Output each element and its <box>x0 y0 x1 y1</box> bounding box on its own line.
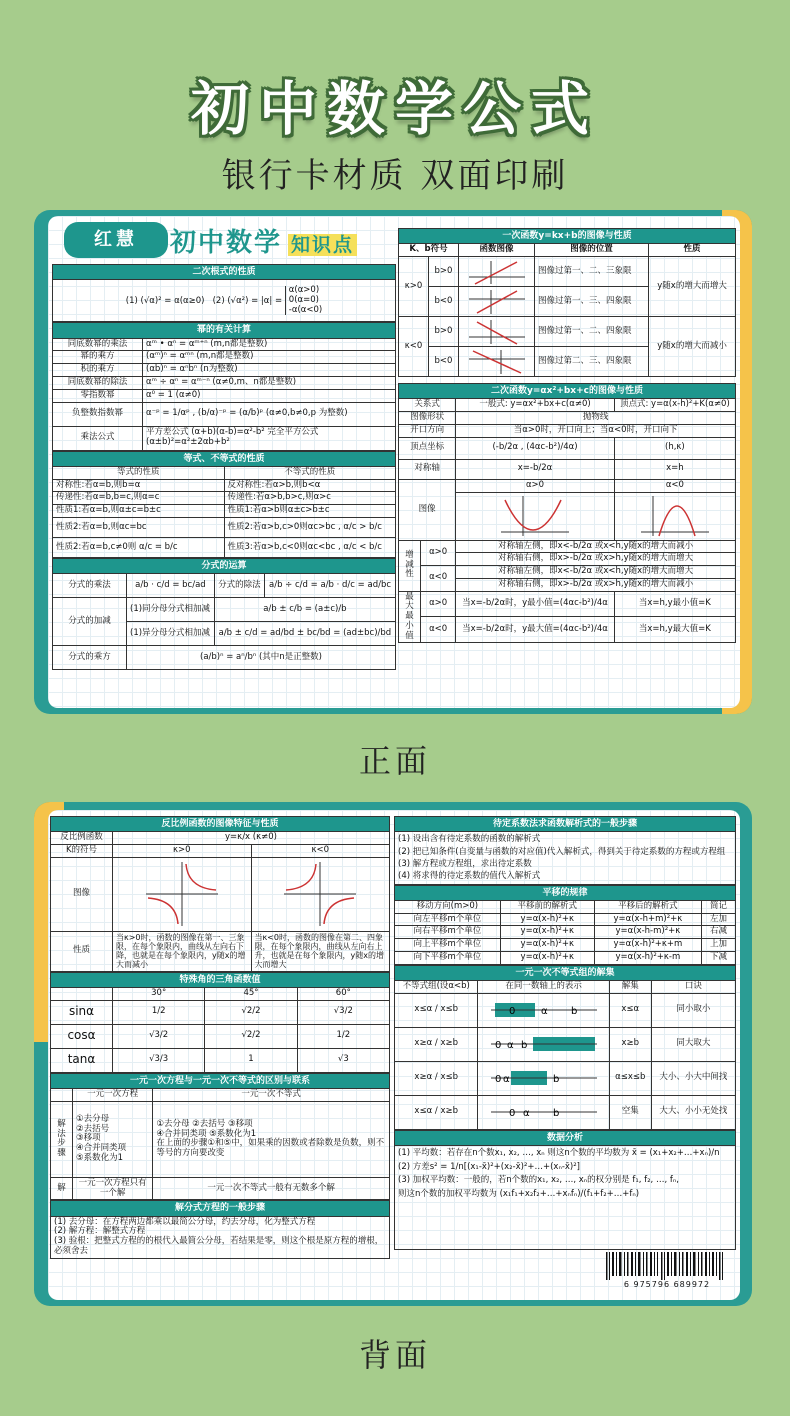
frac-same-label: (1)同分母分式相加减 <box>127 598 215 622</box>
inverse-r2-label: K的符号 <box>51 845 113 858</box>
brand-logo: 红慧 <box>64 222 168 258</box>
ineq-eq: 性质1:若α=b,则α±c=b±c <box>53 505 225 518</box>
ineq-eq: 性质2:若α=b,c≠0则 α/c = b/c <box>53 537 225 557</box>
ineq-neq: 反对称性:若α>b,则b<α <box>224 479 396 492</box>
parabola-down-icon <box>637 494 713 538</box>
quad-open-label: 开口方向 <box>399 424 456 437</box>
radical-case-3: -α(α<0) <box>288 304 323 315</box>
shift-head: 移动方向(m>0) <box>395 900 501 913</box>
shift-before: y=α(x-h)²+κ <box>500 926 594 939</box>
linear-pos: 图像过第一、三、四象限 <box>535 287 649 317</box>
ineqsys-head: 解集 <box>609 981 651 994</box>
eqineq-sol-label: 解 <box>51 1177 73 1200</box>
back-left-column <box>50 816 390 1259</box>
shift-dir: 向右平移m个单位 <box>395 926 501 939</box>
shift-dir: 向上平移m个单位 <box>395 939 501 952</box>
quad-axis-1: x=-b/2α <box>456 459 614 479</box>
power-name: 乘法公式 <box>53 426 143 450</box>
barcode-icon <box>604 1252 730 1280</box>
quad-ext-label: 最大最小值 <box>399 591 421 643</box>
back-panel <box>48 810 740 1300</box>
svg-text:0: 0 <box>494 1074 501 1086</box>
undet-step: (3) 解方程或方程组，求出待定系数 <box>398 858 532 869</box>
power-rule: α⁰ = 1 (α≠0) <box>143 389 396 402</box>
ineqsys-system: x≥α / x≤b <box>395 1061 478 1095</box>
quad-ext: 当x=h,y最大值=K <box>614 617 735 643</box>
linear-pos: 图像过第一、二、三象限 <box>535 257 649 287</box>
angle-30: 30° <box>113 987 205 1000</box>
number-line-icon <box>489 1031 599 1057</box>
svg-text:α: α <box>502 1074 510 1086</box>
power-rule: 平方差公式 (α+b)(α-b)=α²-b² 完全平方公式 (α±b)²=α²±2αb+b² <box>143 426 396 450</box>
inverse-prop-1: 当κ>0时，函数的图像在第一、三象限，在每个象限内，曲线从左向右下降，也就是在每个象限内，y随x的增大而减小 <box>113 931 252 971</box>
fraceq-step: (1) 去分母：在方程两边都乘以最简公分母，约去分母，化为整式方程 <box>54 1216 316 1227</box>
undet-step: (4) 将求得的待定系数的值代入解析式 <box>398 871 541 882</box>
trig-val: √3 <box>297 1048 389 1072</box>
quad-open: 当α>0时，开口向上；当α<0时，开口向下 <box>456 424 736 437</box>
nl-a: α <box>540 1006 548 1018</box>
radical-title: 二次根式的性质 <box>53 265 396 280</box>
quad-mono: 对称轴右侧，即x>-b/2α 或x>h,y随x的增大而减小 <box>456 578 736 591</box>
quad-vertex-2: (h,κ) <box>614 437 735 459</box>
angle-45: 45° <box>205 987 297 1000</box>
barcode <box>604 1252 730 1290</box>
ineq-title: 等式、不等式的性质 <box>53 451 396 466</box>
front-right-column <box>398 228 736 643</box>
quad-axis-label: 对称轴 <box>399 459 456 479</box>
number-line-icon <box>489 1099 599 1125</box>
frac-add-label: 分式的加减 <box>53 598 127 646</box>
frac-mul-label: 分式的乘法 <box>53 574 127 598</box>
nl-zero: 0 <box>508 1006 515 1018</box>
ineq-neq: 性质3:若α>b,c<0则αc<bc , α/c < b/c <box>224 537 396 557</box>
shift-memo: 上加 <box>702 939 736 952</box>
power-name: 积的乘方 <box>53 364 143 377</box>
svg-text:b: b <box>520 1040 527 1052</box>
line-graph-icon <box>465 259 529 285</box>
ineqsys-memo: 大小、小大中间找 <box>651 1061 735 1095</box>
trig-val: √2/2 <box>205 1024 297 1048</box>
ineq-neq: 性质2:若α>b,c>0则αc>bc , α/c > b/c <box>224 517 396 537</box>
frac-pow-label: 分式的乘方 <box>53 646 127 670</box>
inverse-r4-label: 性质 <box>51 931 113 971</box>
power-rule: αᵐ ÷ αⁿ = αᵐ⁻ⁿ (α≠0,m、n都是整数) <box>143 376 396 389</box>
inverse-formula: y=κ/x (κ≠0) <box>113 832 390 845</box>
linear-head: 图像的位置 <box>535 244 649 257</box>
k-positive: κ>0 <box>113 845 252 858</box>
trig-val: 1/2 <box>113 1000 205 1024</box>
frac-table <box>52 558 396 670</box>
line-graph-icon <box>465 349 529 375</box>
quad-mono: 对称轴右侧，即x>-b/2α 或x>h,y随x的增大而增大 <box>456 553 736 566</box>
ineqsys-sol: x≥b <box>609 1027 651 1061</box>
a-negative: α<0 <box>421 566 456 592</box>
ineq-eq: 性质2:若α=b,则αc=bc <box>53 517 225 537</box>
ineqsys-memo: 同小取小 <box>651 993 735 1027</box>
power-rule: αᵐ • αⁿ = αᵐ⁺ⁿ (m,n都是整数) <box>143 338 396 351</box>
heading-sub: 知识点 <box>288 234 357 256</box>
quad-vertex-1: (-b/2α , (4αc-b²)/4α) <box>456 437 614 459</box>
back-right-column <box>394 816 736 1250</box>
ineqsys-title: 一元一次不等式组的解集 <box>395 965 736 980</box>
eqineq-table <box>50 1073 390 1201</box>
fraceq-step: (3) 验根：把整式方程的的根代入最简公分母，若结果是零，则这个根是原方程的增根，必须舍去 <box>54 1236 384 1257</box>
shift-before: y=α(x-h)²+κ <box>500 913 594 926</box>
b-negative: b<0 <box>429 287 459 317</box>
frac-pow: (a/b)ⁿ = aⁿ/bⁿ (其中n是正整数) <box>127 646 396 670</box>
linear-pos: 图像过第一、二、四象限 <box>535 317 649 347</box>
ineqsys-sol: x≤α <box>609 993 651 1027</box>
power-rule: (αb)ⁿ = αⁿbⁿ (n为整数) <box>143 364 396 377</box>
number-line-icon <box>489 997 599 1023</box>
svg-text:α: α <box>506 1040 514 1052</box>
shift-head: 平移后的解析式 <box>594 900 701 913</box>
ineqsys-table <box>394 965 736 1130</box>
ineqsys-memo: 大大、小小无处找 <box>651 1095 735 1129</box>
power-title: 幂的有关计算 <box>53 323 396 338</box>
front-card <box>34 210 752 714</box>
a-positive: α>0 <box>421 591 456 617</box>
power-rule: α⁻ᵖ = 1/αᵖ , (b/α)⁻ᵖ = (α/b)ᵖ (α≠0,b≠0,p 为整数) <box>143 402 396 426</box>
undet-title: 待定系数法求函数解析式的一般步骤 <box>395 817 736 832</box>
k-negative: κ<0 <box>251 845 390 858</box>
eqineq-sol-ineq: 一元一次不等式一般有无数多个解 <box>153 1177 390 1200</box>
stats-item: (3) 加权平均数：一般的，若n个数的x₁, x₂, …, xₙ的权分别是 f₁, f₂, …, fₙ, <box>398 1175 679 1186</box>
quad-ext: 当x=h,y最小值=K <box>614 591 735 617</box>
inverse-r1-label: 反比例函数 <box>51 832 113 845</box>
power-name: 同底数幂的乘法 <box>53 338 143 351</box>
linear-head: 函数图像 <box>459 244 535 257</box>
frac-same: a/b ± c/b = (a±c)/b <box>214 598 395 622</box>
svg-text:b: b <box>552 1108 559 1120</box>
shift-dir: 向左平移m个单位 <box>395 913 501 926</box>
power-name: 零指数幂 <box>53 389 143 402</box>
ineqsys-head: 不等式组(设α<b) <box>395 981 478 994</box>
undet-table <box>394 816 736 885</box>
quad-vertex-label: 顶点坐标 <box>399 437 456 459</box>
svg-text:0: 0 <box>508 1108 515 1120</box>
b-negative: b<0 <box>429 347 459 377</box>
trig-fn: sinα <box>51 1000 113 1024</box>
trig-val: 1 <box>205 1048 297 1072</box>
linear-prop-inc: y随x的增大而增大 <box>649 257 736 317</box>
frac-div-label: 分式的除法 <box>214 574 264 598</box>
frac-diff-label: (1)异分母分式相加减 <box>127 622 215 646</box>
ineqsys-system: x≥α / x≥b <box>395 1027 478 1061</box>
k-negative: κ<0 <box>399 317 429 377</box>
linear-head: K、b符号 <box>399 244 459 257</box>
stats-item: (1) 平均数：若存在n个数x₁, x₂, …, xₙ 则这n个数的平均数为 x̄ = (x₁+x₂+…+xₙ)/n <box>398 1148 720 1159</box>
shift-after: y=α(x-h-m)²+κ <box>594 926 701 939</box>
eqineq-title: 一元一次方程与一元一次不等式的区别与联系 <box>51 1073 390 1088</box>
shift-after: y=α(x-h)²+κ+m <box>594 939 701 952</box>
shift-table <box>394 885 736 965</box>
radical-f2: (2) (√α²) = |α| = <box>212 296 283 307</box>
power-table <box>52 322 396 450</box>
quad-ext: 当x=-b/2α时，y最小值=(4αc-b²)/4α <box>456 591 614 617</box>
shift-dir: 向下平移m个单位 <box>395 952 501 965</box>
barcode-number: 6 975796 689972 <box>623 1280 711 1289</box>
hyperbola-positive-icon <box>142 860 222 928</box>
radical-table <box>52 264 396 322</box>
stats-item: 则这n个数的加权平均数为 (x₁f₁+x₂f₂+…+xₙfₙ)/(f₁+f₂+…+fₙ) <box>398 1189 640 1199</box>
stats-table <box>394 1130 736 1250</box>
eqineq-steps-eq: ①去分母 ②去括号 ③移项 ④合并同类项 ⑤系数化为1 <box>73 1101 153 1177</box>
ineqsys-sol: 空集 <box>609 1095 651 1129</box>
nl-b: b <box>570 1006 577 1018</box>
trig-val: √2/2 <box>205 1000 297 1024</box>
inverse-table <box>50 816 390 972</box>
front-left-column <box>52 216 396 708</box>
eqineq-steps-ineq: ①去分母 ②去括号 ③移项 ④合并同类项 ⑤系数化为1 在上面的步骤①和⑤中，如果乘的因数或者除数是负数，则不等号的方向要改变 <box>153 1101 390 1177</box>
inverse-prop-2: 当κ<0时，函数的图像在第二、四象限，在每个象限内，曲线从左向右上升，也就是在每个象限内，y随x的增大而增大 <box>251 931 390 971</box>
shift-memo: 右减 <box>702 926 736 939</box>
inverse-r3-label: 图像 <box>51 857 113 931</box>
shift-title: 平移的规律 <box>395 885 736 900</box>
undet-step: (1) 设出含有待定系数的函数的解析式 <box>398 834 541 845</box>
page-title: 初中数学公式 <box>190 75 599 143</box>
trig-val: √3/2 <box>297 1000 389 1024</box>
a-positive: α>0 <box>456 479 614 492</box>
back-card <box>34 802 752 1306</box>
radical-case-1: α(α>0) <box>288 285 320 296</box>
trig-title: 特殊角的三角函数值 <box>51 972 390 987</box>
frac-div: a/b ÷ c/d = a/b · d/c = ad/bc <box>265 574 396 598</box>
trig-val: √3/2 <box>113 1024 205 1048</box>
back-label: 背面 <box>358 1336 431 1374</box>
linear-prop-dec: y随x的增大而减小 <box>649 317 736 377</box>
linear-title: 一次函数y=kx+b的图像与性质 <box>399 229 736 244</box>
ineq-head-eq: 等式的性质 <box>53 466 225 479</box>
quad-rel-vertex: 顶点式: y=α(x-h)²+K(α≠0) <box>614 399 735 412</box>
a-positive: α>0 <box>421 540 456 566</box>
ineq-neq: 传递性:若α>b,b>c,则α>c <box>224 492 396 505</box>
ineqsys-system: x≤α / x≥b <box>395 1095 478 1129</box>
shift-after: y=α(x-h+m)²+κ <box>594 913 701 926</box>
quad-axis-2: x=h <box>614 459 735 479</box>
shift-memo: 下减 <box>702 952 736 965</box>
shift-head: 简记 <box>702 900 736 913</box>
quad-shape: 抛物线 <box>456 412 736 425</box>
linear-head: 性质 <box>649 244 736 257</box>
eqineq-head: 一元一次方程 <box>73 1089 153 1102</box>
b-positive: b>0 <box>429 257 459 287</box>
stats-title: 数据分析 <box>395 1130 736 1145</box>
line-graph-icon <box>465 319 529 345</box>
quad-ext: 当x=-b/2α时，y最大值=(4αc-b²)/4α <box>456 617 614 643</box>
quad-table <box>398 383 736 643</box>
heading-main: 初中数学 <box>170 228 283 258</box>
inverse-title: 反比例函数的图像特征与性质 <box>51 817 390 832</box>
quad-rel-general: 一般式: y=αx²+bx+c(α≠0) <box>456 399 614 412</box>
shift-after: y=α(x-h)²+κ-m <box>594 952 701 965</box>
fraceq-title: 解分式方程的一般步骤 <box>51 1201 390 1216</box>
ineqsys-system: x≤α / x≤b <box>395 993 478 1027</box>
svg-text:0: 0 <box>494 1040 501 1052</box>
quad-mono-label: 增减性 <box>399 540 421 591</box>
radical-case-2: 0(α=0) <box>288 294 319 305</box>
a-negative: α<0 <box>421 617 456 643</box>
trig-val: 1/2 <box>297 1024 389 1048</box>
ineq-neq: 性质1:若α>b则α±c>b±c <box>224 505 396 518</box>
front-panel <box>48 216 740 708</box>
undet-step: (2) 把已知条件(自变量与函数的对应值)代入解析式，得到关于待定系数的方程或方程组 <box>398 846 726 857</box>
trig-fn: tanα <box>51 1048 113 1072</box>
page-subtitle: 银行卡材质 双面印刷 <box>221 156 569 196</box>
ineqsys-head: 口诀 <box>651 981 735 994</box>
k-positive: κ>0 <box>399 257 429 317</box>
svg-text:b: b <box>552 1074 559 1086</box>
ineq-table <box>52 451 396 558</box>
eqineq-sol-eq: 一元一次方程只有一个解 <box>73 1177 153 1200</box>
shift-memo: 左加 <box>702 913 736 926</box>
ineqsys-sol: α≤x≤b <box>609 1061 651 1095</box>
eqineq-steps-label: 解法步骤 <box>51 1101 73 1177</box>
frac-diff: a/b ± c/d = ad/bd ± bc/bd = (ad±bc)/bd <box>214 622 395 646</box>
ineq-eq: 传递性:若α=b,b=c,则α=c <box>53 492 225 505</box>
power-name: 幂的乘方 <box>53 351 143 364</box>
linear-table <box>398 228 736 377</box>
a-negative: α<0 <box>614 479 735 492</box>
fraceq-step: (2) 解方程：解整式方程 <box>54 1226 146 1237</box>
trig-fn: cosα <box>51 1024 113 1048</box>
trig-val: √3/3 <box>113 1048 205 1072</box>
parabola-up-icon <box>497 494 573 538</box>
ineqsys-head: 在同一数轴上的表示 <box>478 981 609 994</box>
svg-text:α: α <box>522 1108 530 1120</box>
card-heading <box>170 222 357 262</box>
ineq-head-neq: 不等式的性质 <box>224 466 396 479</box>
quad-title: 二次函数y=αx²+bx+c的图像与性质 <box>399 384 736 399</box>
shift-before: y=α(x-h)²+κ <box>500 939 594 952</box>
radical-f1: (1) (√α)² = α(α≥0) <box>125 296 205 307</box>
power-rule: (αᵐ)ⁿ = αᵐⁿ (m,n都是整数) <box>143 351 396 364</box>
quad-mono: 对称轴左侧，即x<-b/2α 或x<h,y随x的增大而减小 <box>456 540 736 553</box>
ineq-eq: 对称性:若α=b,则b=α <box>53 479 225 492</box>
trig-table <box>50 972 390 1073</box>
shift-head: 平移前的解析式 <box>500 900 594 913</box>
angle-60: 60° <box>297 987 389 1000</box>
fraceq-table <box>50 1200 390 1258</box>
power-name: 同底数幂的除法 <box>53 376 143 389</box>
b-positive: b>0 <box>429 317 459 347</box>
shift-before: y=α(x-h)²+κ <box>500 952 594 965</box>
number-line-icon <box>489 1065 599 1091</box>
power-name: 负整数指数幂 <box>53 402 143 426</box>
hyperbola-negative-icon <box>280 860 360 928</box>
quad-rel-label: 关系式 <box>399 399 456 412</box>
line-graph-icon <box>465 289 529 315</box>
stats-item: (2) 方差s² = 1/n[(x₁-x̄)²+(x₂-x̄)²+…+(xₙ-x̄)²] <box>398 1161 580 1172</box>
linear-pos: 图像过第二、三、四象限 <box>535 347 649 377</box>
quad-mono: 对称轴左侧，即x<-b/2α 或x<h,y随x的增大而增大 <box>456 566 736 579</box>
frac-mul: a/b · c/d = bc/ad <box>127 574 215 598</box>
quad-graph-label: 图像 <box>399 479 456 540</box>
front-label: 正面 <box>358 742 431 780</box>
ineqsys-memo: 同大取大 <box>651 1027 735 1061</box>
frac-title: 分式的运算 <box>53 558 396 573</box>
quad-shape-label: 图像形状 <box>399 412 456 425</box>
eqineq-head: 一元一次不等式 <box>153 1089 390 1102</box>
